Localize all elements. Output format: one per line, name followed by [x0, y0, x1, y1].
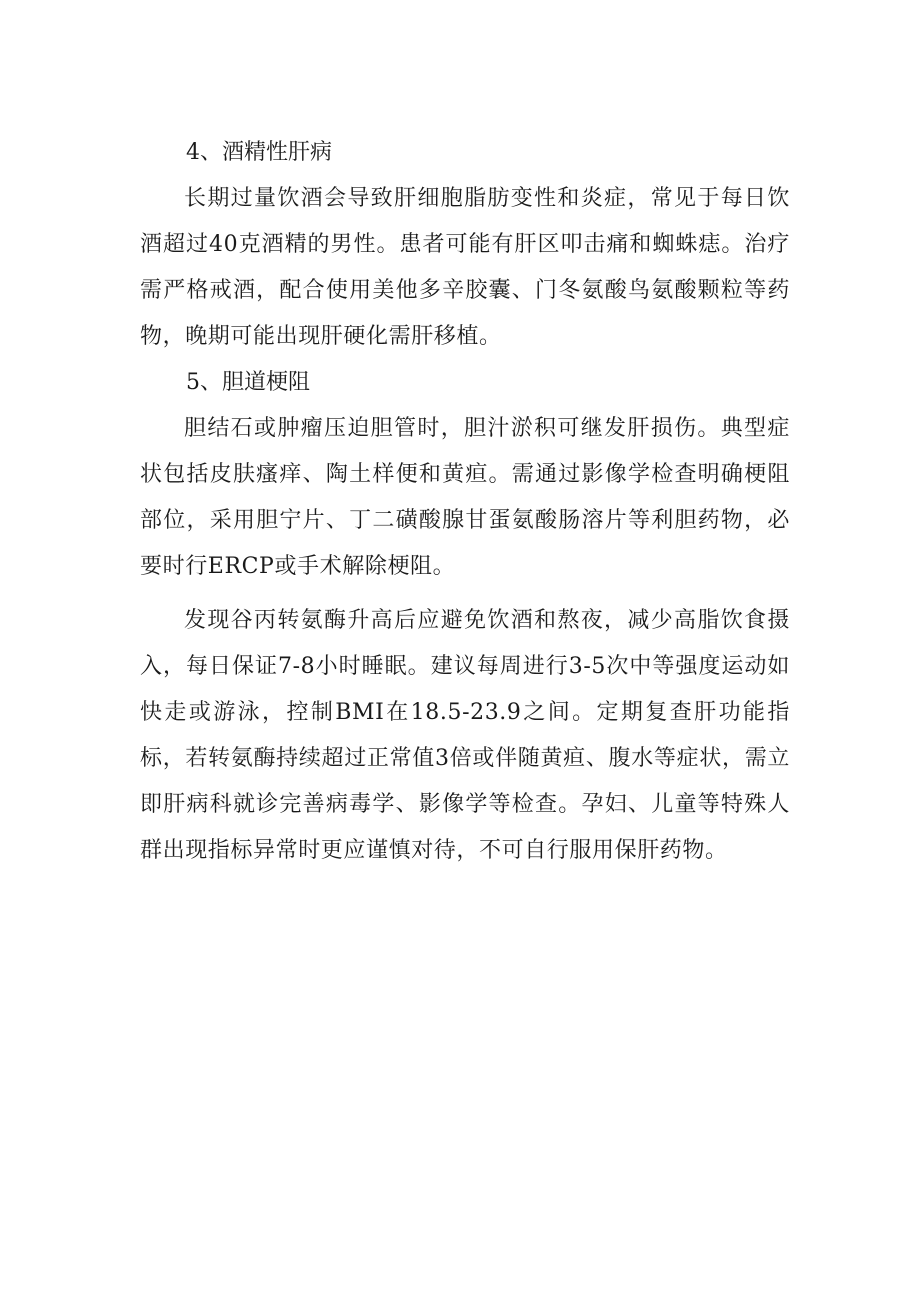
document-content [140, 130, 790, 874]
closing-advice-paragraph: 发现谷丙转氨酶升高后应避免饮酒和熬夜，减少高脂饮食摄入，每日保证7-8小时睡眠。建议每周进行3-5次中等强度运动如快走或游泳，控制BMI在18.5-23.9之间。定期复查肝功能指标，若转氨酶持续超过正常值3倍或伴随黄疸、腹水等症状，需立即肝病科就诊完善病毒学、影像学等检查。孕妇、儿童等特殊人群出现指标异常时更应谨慎对待，不可自行服用保肝药物。 [140, 608, 790, 863]
section-body-alcoholic-liver-disease: 长期过量饮酒会导致肝细胞脂肪变性和炎症，常见于每日饮酒超过40克酒精的男性。患者可能有肝区叩击痛和蜘蛛痣。治疗需严格戒酒，配合使用美他多辛胶囊、门冬氨酸鸟氨酸颗粒等药物，晚期可能出现肝硬化需肝移植。 [140, 186, 790, 349]
section-heading-alcoholic-liver-disease: 4、酒精性肝病 [186, 140, 332, 165]
section-heading-biliary-obstruction: 5、胆道梗阻 [186, 370, 310, 395]
section-body-biliary-obstruction: 胆结石或肿瘤压迫胆管时，胆汁淤积可继发肝损伤。典型症状包括皮肤瘙痒、陶土样便和黄疸。需通过影像学检查明确梗阻部位，采用胆宁片、丁二磺酸腺甘蛋氨酸肠溶片等利胆药物，必要时行ERCP或手术解除梗阻。 [140, 416, 790, 579]
